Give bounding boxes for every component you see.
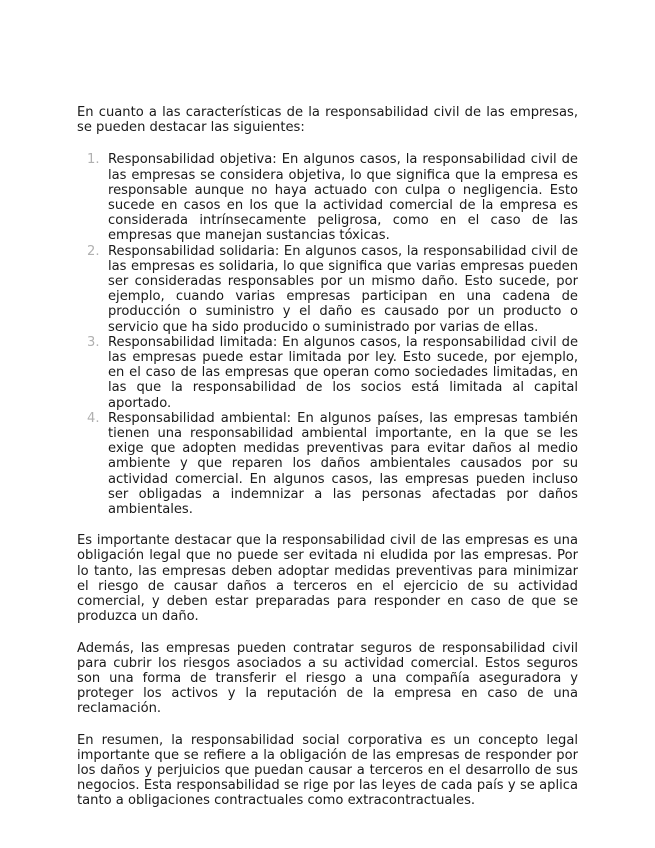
list-item-number: 4. xyxy=(87,410,100,426)
list-item-text: Responsabilidad limitada: En algunos casos, la responsabilidad civil de las empresas puede estar limitada por ley. Esto sucede, por ejemplo, en el caso de las empresas que operan como sociedades limitadas, en las que la responsabilidad de los socios está limitada al capital aportado. xyxy=(108,334,578,411)
characteristics-list-wrapper xyxy=(77,152,578,517)
list-item-text: Responsabilidad solidaria: En algunos casos, la responsabilidad civil de las empresas es solidaria, lo que significa que varias empresas pueden ser consideradas responsables por un mismo daño. Esto sucede, por ejemplo, cuando varias empresas participan en una cadena de producción o suministro y el daño es causado por un producto o servicio que ha sido producido o suministrado por varias de ellas. xyxy=(108,243,578,335)
characteristics-list xyxy=(77,152,578,517)
body-paragraph: Es importante destacar que la responsabilidad civil de las empresas es una obligación legal que no puede ser evitada ni eludida por las empresas. Por lo tanto, las empresas deben adoptar medidas preventivas para minimizar el riesgo de causar daños a terceros en el ejercicio de su actividad comercial, y deben estar preparadas para responder en caso de que se produzca un daño. xyxy=(77,533,578,625)
list-item-text: Responsabilidad ambiental: En algunos países, las empresas también tienen una responsabilidad ambiental importante, en la que se les exige que adopten medidas preventivas para evitar daños al medio ambiente y que reparen los daños ambientales causados por su actividad comercial. En algunos casos, las empresas pueden incluso ser obligadas a indemnizar a las personas afectadas por daños ambientales. xyxy=(108,410,578,518)
body-paragraph: En resumen, la responsabilidad social corporativa es un concepto legal importante que se refiere a la obligación de las empresas de responder por los daños y perjuicios que puedan causar a terceros en el desarrollo de sus negocios. Esta responsabilidad se rige por las leyes de cada país y se aplica tanto a obligaciones contractuales como extracontractuales. xyxy=(77,732,578,809)
list-item xyxy=(77,152,578,243)
list-item-number: 3. xyxy=(87,334,100,350)
body-paragraph: Además, las empresas pueden contratar seguros de responsabilidad civil para cubrir los riesgos asociados a su actividad comercial. Estos seguros son una forma de transferir el riesgo a una compañía aseguradora y proteger los activos y la reputación de la empresa en caso de una reclamación. xyxy=(77,640,578,717)
intro-paragraph: En cuanto a las características de la responsabilidad civil de las empresas, se pueden destacar las siguientes: xyxy=(77,105,578,136)
list-item-number: 1. xyxy=(87,152,100,168)
list-item-text: Responsabilidad objetiva: En algunos casos, la responsabilidad civil de las empresas se considera objetiva, lo que significa que la empresa es responsable aunque no haya actuado con culpa o negligencia. Esto sucede en casos en los que la actividad comercial de la empresa es considerada intrínsecamente peligrosa, como en el caso de las empresas que manejan sustancias tóxicas. xyxy=(108,152,578,244)
list-item xyxy=(77,335,578,411)
list-item xyxy=(77,411,578,517)
list-item-number: 2. xyxy=(87,243,100,259)
list-item xyxy=(77,244,578,335)
